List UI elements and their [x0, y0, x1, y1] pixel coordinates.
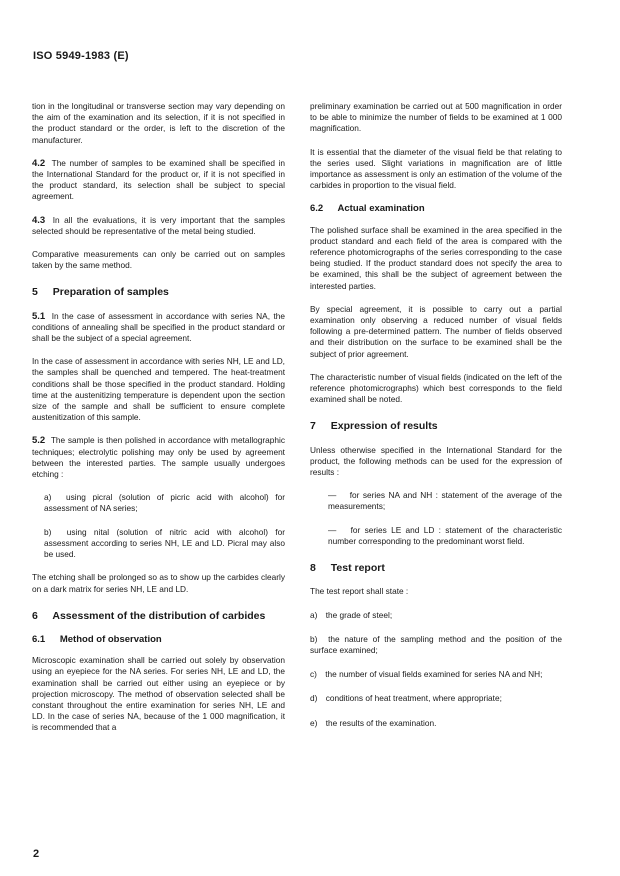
paragraph-polished-surface: The polished surface shall be examined in the area specified in the product standard and each field of the area is compared with the reference photomicrographs of the series corresponding to the case being studied. If the product standard does not specify the area to be examined, this shall be the subject of agreement between the interested parties.: [310, 224, 562, 291]
section-title: Expression of results: [330, 420, 438, 433]
subsection-number: 6.2: [310, 203, 324, 215]
section-heading-5: [32, 287, 285, 298]
clause-5-2: [32, 435, 285, 480]
list-label: b): [44, 526, 52, 537]
section-number: 6: [32, 609, 38, 622]
list-text: the grade of steel;: [325, 609, 393, 620]
section-number: 8: [310, 562, 316, 575]
section-title: Test report: [330, 562, 385, 575]
paragraph-comparative: Comparative measurements can only be carried out on samples taken by the same method.: [32, 249, 285, 271]
document-header-title: ISO 5949-1983 (E): [33, 50, 129, 62]
paragraph-preliminary: preliminary examination be carried out at 500 magnification in order to be able to minimize the number of fields to be examined at 1 000 magnification.: [310, 101, 562, 134]
subsection-heading-6-1: [32, 634, 285, 645]
clause-number: 5.1: [32, 310, 46, 322]
dash-item-le-ld: [310, 525, 562, 547]
report-item-c: [310, 669, 562, 680]
subsection-heading-6-2: [310, 203, 562, 214]
subsection-title: Actual examination: [337, 203, 425, 215]
section-heading-6: [32, 611, 285, 622]
clause-text: In the case of assessment in accordance with series NA, the conditions of annealing shall be specified in the product standard or shall be the subject of a special agreement.: [32, 310, 285, 344]
paragraph-heat-treatment: In the case of assessment in accordance with series NH, LE and LD, the samples shall be quenched and tempered. The heat-treatment conditions shall be those specified in the product standard. Holding time at the austenitizing temperature is dependent upon the section size of the sample and shall be sufficient to ensure complete austenitization of this sample.: [32, 356, 285, 423]
list-label: d): [310, 693, 318, 704]
list-label: e): [310, 717, 318, 728]
paragraph-partial-examination: By special agreement, it is possible to carry out a partial examination only observing a reduced number of visual fields following a pre-determined pattern. The number of fields observed and their distribution on the surface to be examined shall be the subject of prior agreement.: [310, 303, 562, 359]
list-label: a): [310, 609, 318, 620]
right-column: [310, 101, 562, 742]
clause-number: 5.2: [32, 435, 46, 447]
list-text: using picral (solution of picric acid with alcohol) for assessment of NA series;: [44, 492, 285, 514]
page-number: 2: [33, 848, 40, 860]
dash-label: —: [328, 524, 337, 535]
report-item-b: [310, 634, 562, 656]
list-item-b: [32, 527, 285, 561]
clause-text: The sample is then polished in accordance with metallographic techniques; electrolytic polishing may only be used by agreement between the interested parties. The sample usually undergoes etching :: [32, 435, 285, 480]
section-number: 7: [310, 420, 316, 433]
paragraph-observation: Microscopic examination shall be carried out solely by observation using an eyepiece for the NA series. For series NH, LE and LD, the examination shall be carried out either using an eyepiece or by projection microscopy. The method of observation selected shall be constant throughout the entire examination for series NH, LE and LD. In the case of series NA, because of the 1 000 magnification, it is recommended that a: [32, 655, 285, 733]
report-item-d: [310, 693, 562, 704]
clause-4-2: [32, 158, 285, 203]
section-title: Preparation of samples: [52, 286, 169, 299]
paragraph-etching: The etching shall be prolonged so as to show up the carbides clearly on a dark matrix for series NH, LE and LD.: [32, 572, 285, 594]
dash-label: —: [328, 490, 337, 501]
dash-text: for series NA and NH : statement of the average of the measurements;: [328, 490, 562, 512]
subsection-number: 6.1: [32, 633, 46, 645]
clause-text: In all the evaluations, it is very important that the samples selected should be representative of the metal being studied.: [32, 214, 285, 236]
list-label: b): [310, 633, 318, 644]
section-heading-8: [310, 563, 562, 574]
list-label: c): [310, 669, 317, 680]
clause-text: The number of samples to be examined shall be specified in the International Standard for the product or, if it is not specified in the product standard, its selection shall be subject to special agreement.: [32, 157, 285, 202]
subsection-title: Method of observation: [59, 633, 162, 645]
clause-4-3: [32, 215, 285, 237]
clause-5-1: [32, 311, 285, 345]
paragraph-visual-field: It is essential that the diameter of the visual field be that relating to the series used. Slight variations in magnification are of little importance as assessment is only an estimation of the volume of the carbides in proportion to the visual field.: [310, 146, 562, 191]
list-item-a: [32, 492, 285, 514]
section-number: 5: [32, 286, 38, 299]
section-title: Assessment of the distribution of carbides: [52, 609, 266, 622]
list-text: conditions of heat treatment, where appropriate;: [325, 693, 502, 704]
list-label: a): [44, 492, 52, 503]
list-text: the number of visual fields examined for series NA and NH;: [325, 669, 543, 680]
section-heading-7: [310, 421, 562, 432]
left-column: [32, 101, 285, 746]
paragraph-characteristic-number: The characteristic number of visual fields (indicated on the left of the reference photomicrographs) which best corresponds to the field examined shall be noted.: [310, 371, 562, 405]
clause-number: 4.3: [32, 214, 46, 226]
paragraph-test-report: The test report shall state :: [310, 586, 409, 597]
dash-item-na-nh: [310, 490, 562, 512]
list-text: using nital (solution of nitric acid with alcohol) for assessment according to series NH, LE and LD. Picral may also be used.: [44, 526, 285, 560]
list-text: the nature of the sampling method and the position of the surface examined;: [310, 633, 562, 655]
list-text: the results of the examination.: [325, 717, 437, 728]
dash-text: for series LE and LD : statement of the characteristic number corresponding to the predominant worst field.: [328, 524, 562, 546]
report-item-e: [310, 718, 562, 729]
paragraph-intro: tion in the longitudinal or transverse section may vary depending on the aim of the examination and its selection, if it is not specified in the product standard or the order, is left to the discretion of the manufacturer.: [32, 101, 285, 145]
clause-number: 4.2: [32, 157, 46, 169]
report-item-a: [310, 610, 562, 621]
paragraph-expression: Unless otherwise specified in the International Standard for the product, the following methods can be used for the expression of results :: [310, 444, 562, 478]
